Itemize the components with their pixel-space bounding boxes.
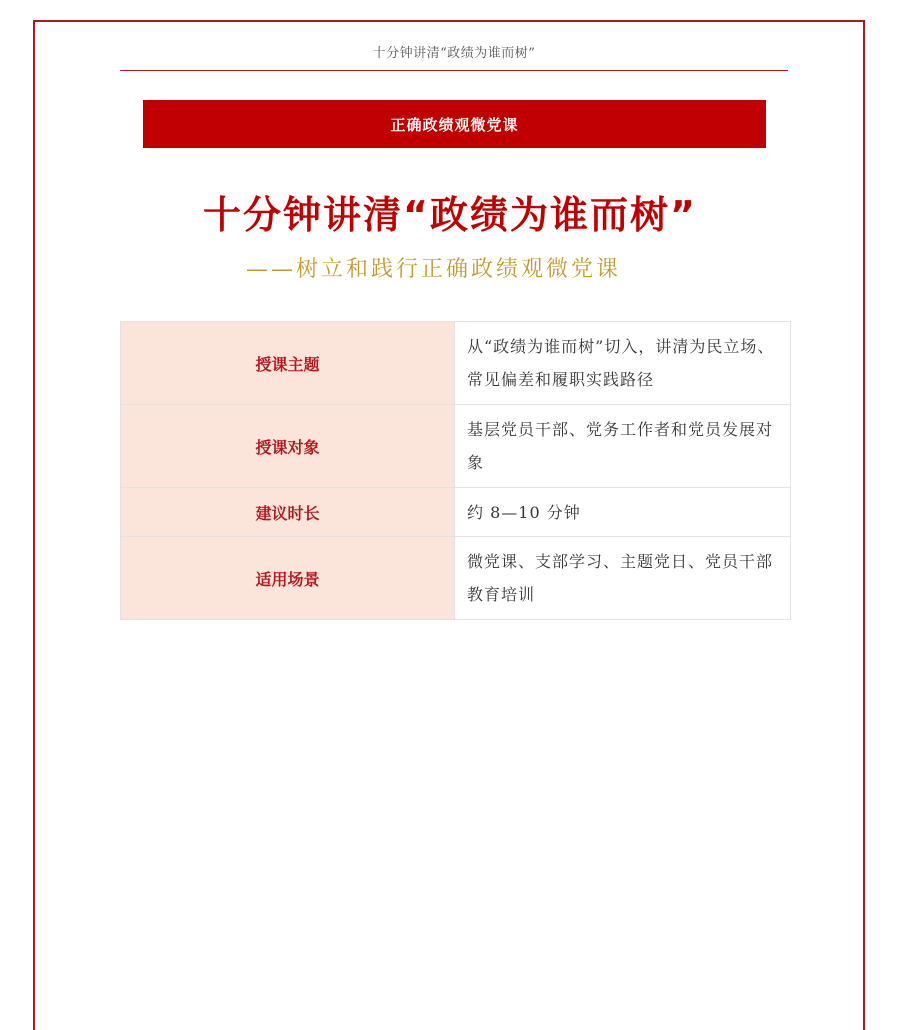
row-value: 微党课、支部学习、主题党日、党员干部教育培训 [455, 537, 791, 620]
table-row [121, 537, 791, 620]
section-banner [143, 100, 766, 148]
page-title: 十分钟讲清“政绩为谁而树” [203, 193, 697, 237]
running-header: 十分钟讲清“政绩为谁而树” [372, 46, 536, 61]
page-subtitle: ——树立和践行正确政绩观微党课 [246, 257, 622, 282]
course-info-table [120, 321, 791, 620]
row-value: 从“政绩为谁而树”切入，讲清为民立场、常见偏差和履职实践路径 [455, 322, 791, 405]
banner-label: 正确政绩观微党课 [390, 115, 519, 134]
row-label: 适用场景 [121, 537, 455, 620]
header-divider [120, 70, 788, 71]
table-row [121, 322, 791, 405]
row-label: 授课主题 [121, 322, 455, 405]
row-value: 基层党员干部、党务工作者和党员发展对象 [455, 405, 791, 488]
table-row [121, 405, 791, 488]
table-row [121, 488, 791, 537]
row-value: 约 8—10 分钟 [455, 488, 791, 537]
row-label: 授课对象 [121, 405, 455, 488]
row-label: 建议时长 [121, 488, 455, 537]
